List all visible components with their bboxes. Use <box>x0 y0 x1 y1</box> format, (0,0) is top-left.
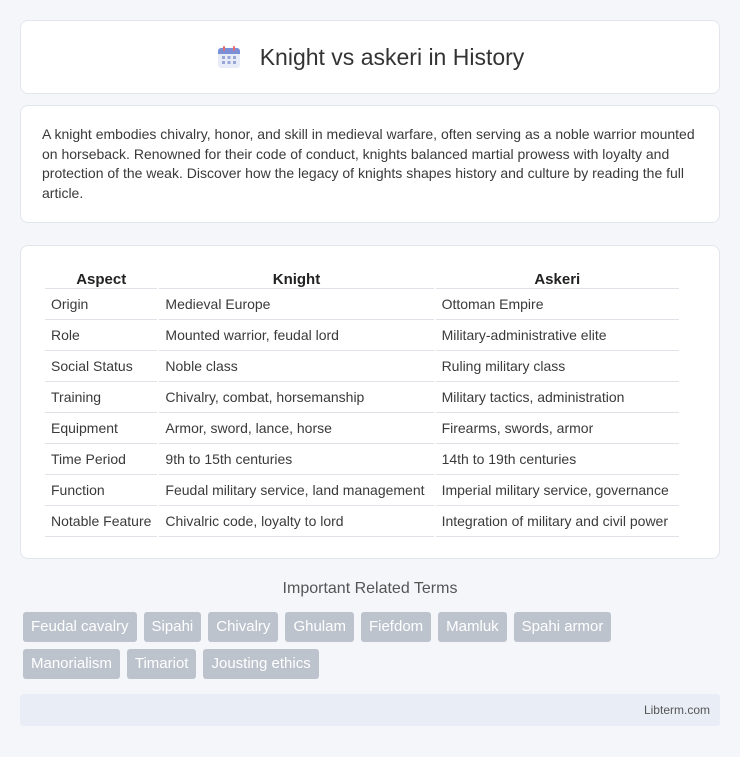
table-row <box>45 382 679 413</box>
column-header-knight: Knight <box>159 266 433 289</box>
footer <box>20 694 720 726</box>
table-row <box>45 351 679 382</box>
cell-aspect: Training <box>45 382 157 413</box>
related-term-tag[interactable]: Chivalry <box>208 612 278 642</box>
cell-knight: Armor, sword, lance, horse <box>159 413 433 444</box>
related-term-tag[interactable]: Ghulam <box>285 612 354 642</box>
cell-askeri: Military-administrative elite <box>436 320 679 351</box>
footer-brand[interactable]: Libterm.com <box>643 703 710 717</box>
cell-askeri: Ottoman Empire <box>436 289 679 320</box>
related-term-tag[interactable]: Fiefdom <box>361 612 431 642</box>
page-title: Knight vs askeri in History <box>259 43 525 70</box>
table-row <box>45 413 679 444</box>
column-header-aspect: Aspect <box>45 266 157 289</box>
cell-aspect: Function <box>45 475 157 506</box>
related-terms-title: Important Related Terms <box>282 580 458 597</box>
table-header-row <box>45 266 679 289</box>
related-term-tag[interactable]: Spahi armor <box>514 612 612 642</box>
cell-aspect: Role <box>45 320 157 351</box>
table-row <box>45 320 679 351</box>
cell-knight: Noble class <box>159 351 433 382</box>
table-body <box>45 289 679 537</box>
cell-askeri: Ruling military class <box>436 351 679 382</box>
intro-text: A knight embodies chivalry, honor, and skill in medieval warfare, often serving as a noble warrior mounted on horseback. Renowned for their code of conduct, knights balanced martial prowess with loyalty and protection of the weak. Discover how the legacy of knights shapes history and culture by reading the full article. <box>42 126 695 201</box>
header-card <box>20 20 720 94</box>
cell-knight: Medieval Europe <box>159 289 433 320</box>
related-term-tag[interactable]: Mamluk <box>438 612 507 642</box>
cell-knight: Chivalry, combat, horsemanship <box>159 382 433 413</box>
cell-aspect: Time Period <box>45 444 157 475</box>
cell-aspect: Equipment <box>45 413 157 444</box>
cell-aspect: Social Status <box>45 351 157 382</box>
cell-knight: 9th to 15th centuries <box>159 444 433 475</box>
cell-askeri: Firearms, swords, armor <box>436 413 679 444</box>
cell-aspect: Notable Feature <box>45 506 157 537</box>
table-row <box>45 444 679 475</box>
cell-askeri: Integration of military and civil power <box>436 506 679 537</box>
cell-knight: Chivalric code, loyalty to lord <box>159 506 433 537</box>
table-row <box>45 475 679 506</box>
related-terms-tags <box>23 612 713 679</box>
related-term-tag[interactable]: Sipahi <box>144 612 202 642</box>
cell-knight: Mounted warrior, feudal lord <box>159 320 433 351</box>
comparison-table <box>43 266 681 537</box>
table-row <box>45 289 679 320</box>
cell-askeri: 14th to 19th centuries <box>436 444 679 475</box>
related-term-tag[interactable]: Jousting ethics <box>203 649 318 679</box>
title-wrap <box>216 44 525 71</box>
cell-aspect: Origin <box>45 289 157 320</box>
comparison-table-card <box>20 245 720 559</box>
calendar-icon <box>216 44 242 70</box>
cell-knight: Feudal military service, land management <box>159 475 433 506</box>
intro-card <box>20 105 720 223</box>
related-term-tag[interactable]: Timariot <box>127 649 197 679</box>
related-term-tag[interactable]: Manorialism <box>23 649 120 679</box>
cell-askeri: Imperial military service, governance <box>436 475 679 506</box>
table-row <box>45 506 679 537</box>
column-header-askeri: Askeri <box>436 266 679 289</box>
cell-askeri: Military tactics, administration <box>436 382 679 413</box>
related-term-tag[interactable]: Feudal cavalry <box>23 612 137 642</box>
